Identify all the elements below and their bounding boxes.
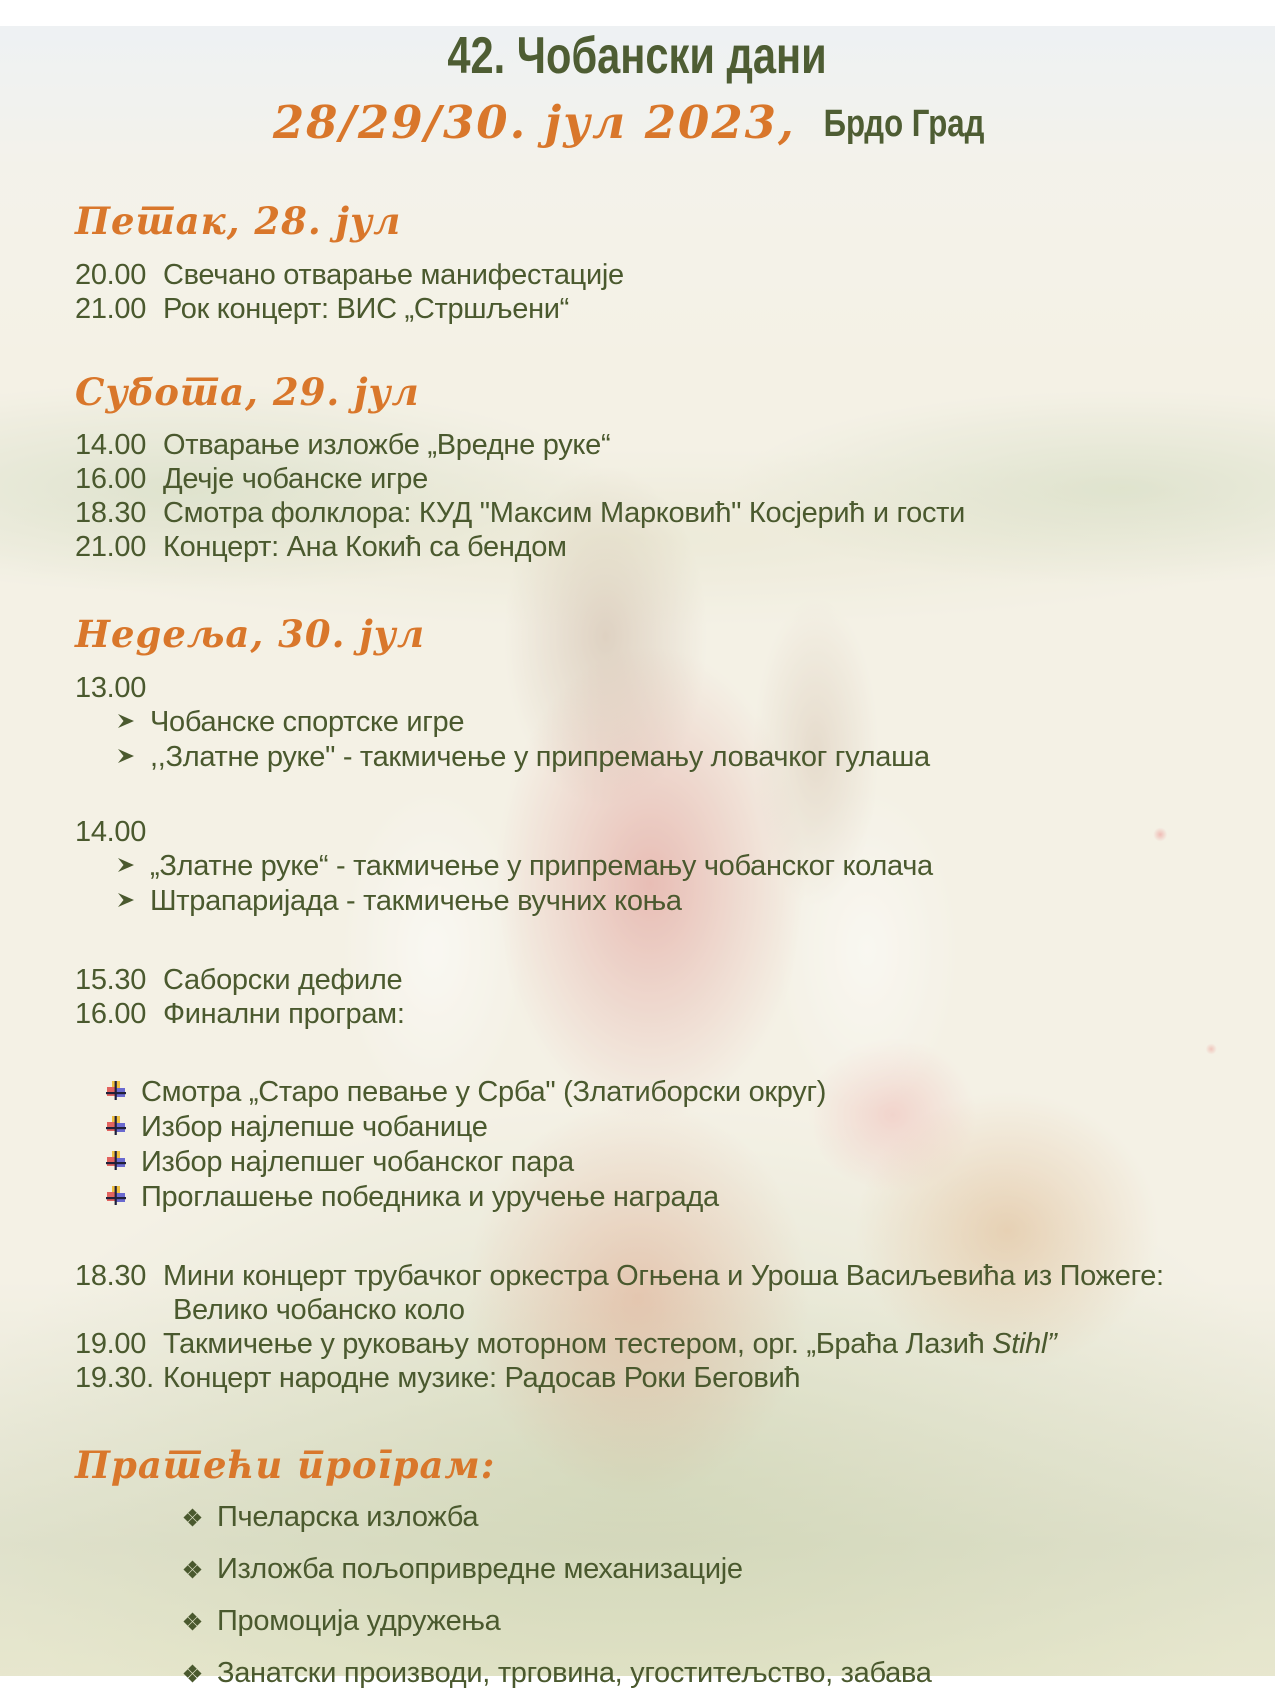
sub-item-text: Чобанске спортске игре: [150, 706, 465, 739]
finale-item: [75, 1180, 1275, 1215]
event-time: 18.30: [75, 497, 147, 530]
schedule-row: [75, 292, 1275, 326]
plus-bullet-icon: [105, 1111, 127, 1146]
side-program-header: Пратећи програм:: [75, 1443, 496, 1488]
finale-item: [75, 1145, 1275, 1180]
sub-item-text: ,,Златне руке" - такмичење у припремању ловачког гулаша: [150, 741, 930, 774]
plus-bullet-icon: [105, 1181, 127, 1216]
finale-list: [75, 1075, 1275, 1215]
schedule-row: [75, 1361, 1275, 1395]
side-program-text: Изложба пољопривредне механизације: [217, 1552, 743, 1585]
event-text: Смотра фолклора: КУД "Максим Марковић" Косјерић и гости: [163, 497, 966, 530]
side-program-item: [75, 1656, 1275, 1690]
plus-bullet-icon: [105, 1146, 127, 1181]
event-text: Велико чобанско коло: [173, 1294, 465, 1327]
date-row: [75, 96, 1275, 149]
sunday-block-13: [75, 671, 1275, 775]
sub-item: [75, 849, 1275, 884]
event-text: Финални програм:: [163, 998, 405, 1031]
event-time: 14.00: [75, 816, 147, 849]
arrow-bullet-icon: [115, 706, 137, 741]
side-program-item: [75, 1604, 1275, 1638]
event-time: 19.30.: [75, 1362, 154, 1395]
event-time: 21.00: [75, 531, 147, 564]
schedule-row: [75, 428, 1275, 462]
event-text: Саборски дефиле: [163, 964, 403, 997]
event-time: 16.00: [75, 463, 147, 496]
finale-item-text: Избор најлепше чобанице: [141, 1111, 488, 1144]
event-time: 18.30: [75, 1260, 147, 1293]
friday-schedule: [75, 258, 1275, 326]
finale-item-text: Избор најлепшег чобанског пара: [141, 1146, 574, 1179]
side-program-list: [75, 1500, 1275, 1690]
page-title: 42. Чобански дани: [447, 27, 828, 85]
event-text: [163, 1327, 1275, 1361]
program-content: [0, 26, 1275, 1690]
sunday-afternoon: [75, 963, 1275, 1031]
event-time: 15.30: [75, 964, 147, 997]
schedule-row: [75, 258, 1275, 292]
arrow-bullet-icon: [115, 850, 137, 885]
schedule-row: [75, 530, 1275, 564]
day-header-sunday: Недеља, 30. јул: [75, 612, 426, 657]
sunday-block-14: [75, 815, 1275, 919]
day-header-saturday: Субота, 29. јул: [75, 369, 420, 414]
event-location: Брдо Град: [823, 103, 985, 145]
diamond-bullet-icon: [183, 1657, 202, 1691]
event-text-main: Такмичење у руковању моторном тестером, орг. „Браћа Лазић: [163, 1328, 993, 1361]
schedule-row: [75, 997, 1275, 1031]
schedule-row: [75, 671, 1275, 705]
plus-bullet-icon: [105, 1076, 127, 1111]
finale-item-text: Смотра „Старо певање у Срба" (Златиборски округ): [141, 1076, 827, 1109]
finale-item: [75, 1110, 1275, 1145]
schedule-row: [75, 1327, 1275, 1361]
saturday-schedule: [75, 428, 1275, 564]
event-date: 28/29/30. јул 2023,: [272, 96, 796, 149]
sub-item-text: „Златне руке“ - такмичење у припремању чобанског колача: [150, 850, 933, 883]
sub-item: [75, 705, 1275, 740]
event-text: Свечано отварање манифестације: [163, 258, 624, 291]
event-text: Отварање изложбе „Вредне руке“: [163, 429, 611, 462]
event-text: Концерт народне музике: Радосав Роки Беговић: [163, 1362, 801, 1395]
finale-item-text: Проглашење победника и уручење награда: [141, 1181, 719, 1214]
sub-item: [75, 884, 1275, 919]
event-time: 16.00: [75, 998, 147, 1031]
side-program-item: [75, 1500, 1275, 1534]
event-time: 13.00: [75, 672, 147, 705]
diamond-bullet-icon: [183, 1553, 202, 1587]
diamond-bullet-icon: [183, 1605, 202, 1639]
schedule-row: [75, 963, 1275, 997]
sunday-evening: [75, 1259, 1275, 1395]
sub-item-text: Штрапаријада - такмичење вучних коња: [150, 885, 682, 918]
event-program-page: [0, 26, 1275, 1689]
event-text: Мини концерт трубачког оркестра Огњена и Уроша Васиљевића из Пожеге:: [163, 1260, 1164, 1293]
side-program-text: Занатски производи, трговина, угоститељство, забава: [217, 1656, 932, 1689]
schedule-row: [75, 496, 1275, 530]
schedule-row: [75, 462, 1275, 496]
title-row: [75, 26, 1275, 86]
side-program-text: Промоција удружења: [217, 1604, 501, 1637]
arrow-bullet-icon: [115, 741, 137, 776]
schedule-row-continuation: [75, 1293, 1275, 1327]
arrow-bullet-icon: [115, 885, 137, 920]
event-text: Рок концерт: ВИС „Стршљени“: [163, 292, 570, 325]
event-time: 19.00: [75, 1328, 147, 1361]
diamond-bullet-icon: [183, 1501, 202, 1535]
event-text: Концерт: Ана Кокић са бендом: [163, 531, 567, 564]
side-program-item: [75, 1552, 1275, 1586]
event-time: 20.00: [75, 258, 147, 291]
schedule-row: [75, 1259, 1275, 1293]
schedule-row: [75, 815, 1275, 849]
event-time: 14.00: [75, 429, 147, 462]
finale-item: [75, 1075, 1275, 1110]
sub-item: [75, 740, 1275, 775]
event-time: 21.00: [75, 292, 147, 325]
event-text: Дечје чобанске игре: [163, 463, 428, 496]
brand-name: Stihl”: [992, 1328, 1057, 1361]
day-header-friday: Петак, 28. јул: [75, 199, 402, 243]
side-program-text: Пчеларска изложба: [217, 1500, 479, 1533]
